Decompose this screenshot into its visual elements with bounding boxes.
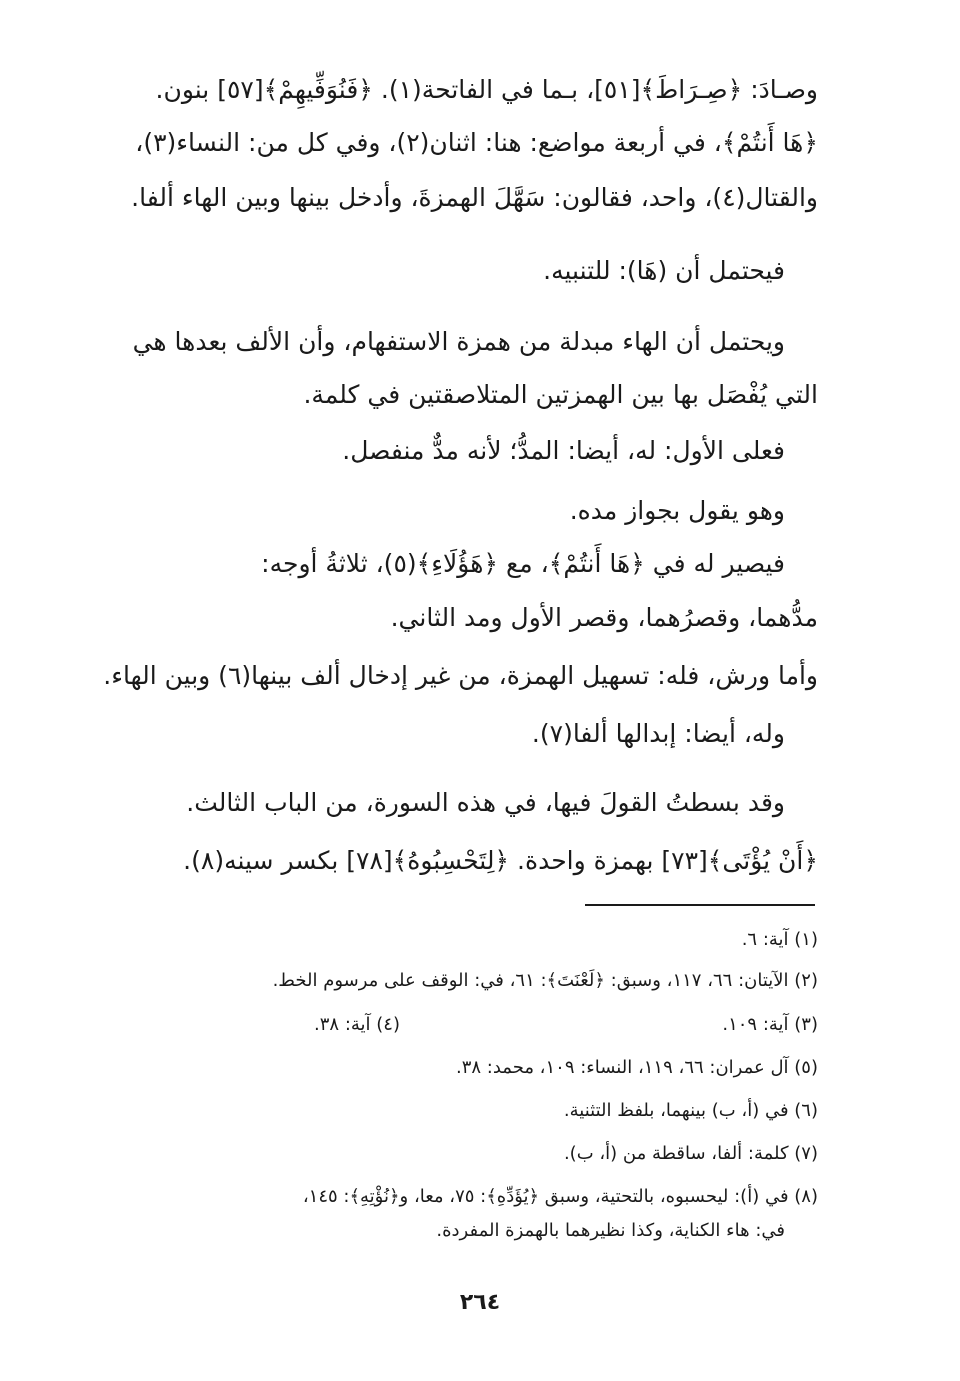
footnote-separator xyxy=(585,904,815,906)
body-line-11: وأما ورش، فله: تسهيل الهمزة، من غير إدخال ألف بينها(٦) وبين الهاء. xyxy=(103,661,818,690)
footnote-7: (٧) كلمة: ألفا، ساقطة من (أ، ب). xyxy=(563,1143,818,1164)
body-line-5: ويحتمل أن الهاء مبدلة من همزة الاستفهام، وأن الألف بعدها هي xyxy=(132,327,785,356)
body-line-13: وقد بسطتُ القولَ فيها، في هذه السورة، من الباب الثالث. xyxy=(186,788,785,817)
body-line-2: ﴿هَا أَنتُمْ﴾، في أربعة مواضع: هنا: اثنان(٢)، وفي كل من: النساء(٣)، xyxy=(135,128,818,157)
body-line-9: فيصير له في ﴿هَا أَنتُمْ﴾، مع ﴿هَؤُلَاءِ﴾(٥)، ثلاثةُ أوجه: xyxy=(261,549,785,578)
footnote-5: (٥) آل عمران: ٦٦، ١١٩، النساء: ١٠٩، محمد: ٣٨. xyxy=(455,1057,818,1078)
footnote-1: (١) آية: ٦. xyxy=(741,929,818,950)
body-line-7: فعلى الأول: له، أيضا: المدُّ؛ لأنه مدٌّ منفصل. xyxy=(342,436,785,465)
body-line-10: مدُّهما، وقصرُهما، وقصر الأول ومد الثاني. xyxy=(390,603,818,632)
footnote-8-continued: في: هاء الكناية، وكذا نظيرهما بالهمزة المفردة. xyxy=(436,1220,785,1241)
footnote-6: (٦) في (أ، ب) بينهما، بلفظ التثنية. xyxy=(563,1100,818,1121)
body-line-1: وصـادَ: ﴿صِـرَاطَ﴾[٥١]، بـما في الفاتحة(١). ﴿فَنُوَفِّيهِمْ﴾[٥٧] بنون. xyxy=(155,75,818,104)
body-line-12: وله، أيضا: إبدالها ألفا(٧). xyxy=(531,719,785,748)
page-number: ٢٦٤ xyxy=(459,1290,501,1315)
body-line-6: التي يُفْصَل بها بين الهمزتين المتلاصقتين في كلمة. xyxy=(303,380,818,409)
body-line-3: والقتال(٤)، واحد، فقالون: سَهَّلَ الهمزةَ، وأدخل بينها وبين الهاء ألفا. xyxy=(131,183,818,212)
footnote-4: (٤) آية: ٣٨. xyxy=(314,1014,400,1035)
body-line-8: وهو يقول بجواز مده. xyxy=(569,496,785,525)
footnote-8: (٨) في (أ): ليحسبوه، بالتحتية، وسبق ﴿يُؤَدِّهِ﴾: ٧٥، معا، و﴿نُؤْتِهِ﴾: ١٤٥، xyxy=(302,1186,818,1207)
body-line-14: ﴿أَنْ يُؤْتَى﴾[٧٣] بهمزة واحدة. ﴿لِتَحْسِبُوهُ﴾[٧٨] بكسر سينه(٨). xyxy=(183,846,818,875)
footnote-2: (٢) الآيتان: ٦٦، ١١٧، وسبق: ﴿لَعْنَتَ﴾: ٦١، في: الوقف على مرسوم الخط. xyxy=(272,970,818,991)
footnote-3: (٣) آية: ١٠٩. xyxy=(722,1014,818,1035)
body-line-4: فيحتمل أن (هَا): للتنبيه. xyxy=(543,256,785,285)
